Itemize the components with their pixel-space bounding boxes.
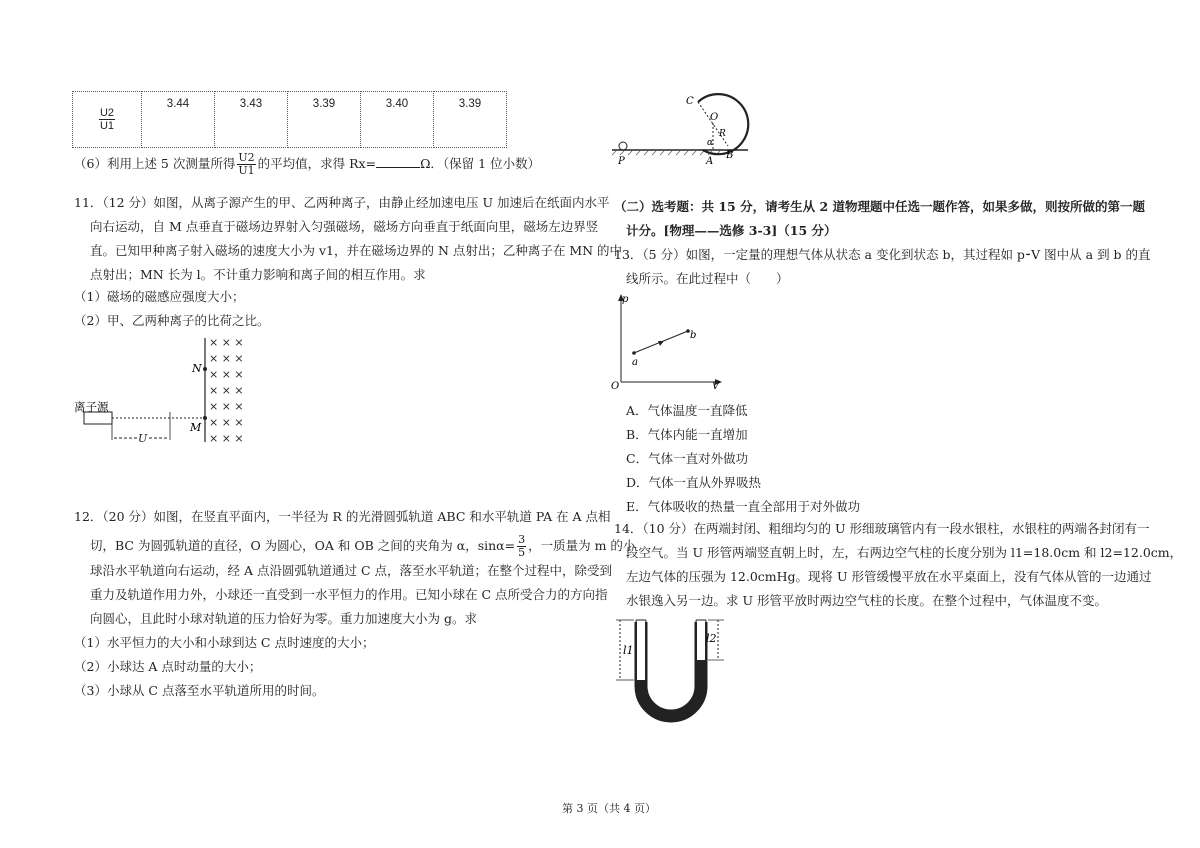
label-m: M (190, 421, 202, 434)
measurement-table (72, 91, 507, 148)
svg-text:× × ×: × × × (209, 352, 244, 365)
svg-text:× × ×: × × × (209, 384, 244, 397)
svg-text:× × ×: × × × (209, 368, 244, 381)
svg-text:R: R (719, 129, 726, 139)
u-tube-figure (608, 614, 748, 734)
svg-text:O: O (611, 381, 620, 390)
svg-text:B: B (726, 150, 734, 161)
arc-track (698, 94, 748, 154)
label-u: U (138, 432, 148, 445)
svg-text:a: a (632, 357, 638, 368)
magnetic-field-crosses (209, 336, 244, 445)
svg-text:× × ×: × × × (209, 432, 244, 445)
svg-text:× × ×: × × × (209, 336, 244, 349)
svg-text:V: V (712, 381, 720, 390)
option-e: E．气体吸收的热量一直全部用于对外做功 (626, 499, 861, 514)
ion-magnetic-field-figure (70, 332, 270, 452)
point-n (203, 367, 207, 371)
process-arrow-icon (658, 341, 664, 346)
svg-text:p: p (622, 294, 629, 305)
question-10-part-6: （6）利用上述 5 次测量所得 $\frac{U2}{U1}$ 的平均值，求得 Rx= Ω．（保留 1 位小数） (74, 151, 541, 177)
table-cell: 3.43 (215, 92, 288, 148)
svg-text:O: O (710, 112, 719, 123)
mercury-column (641, 622, 701, 716)
pv-graph (608, 290, 728, 390)
svg-text:P: P (618, 156, 625, 167)
svg-text:× × ×: × × × (209, 416, 244, 429)
svg-text:l1: l1 (623, 644, 634, 657)
ratio-header: $\frac{U2}{U1}$ (73, 92, 142, 148)
table-cell: 3.44 (142, 92, 215, 148)
option-c: C．气体一直对外做功 (626, 451, 749, 466)
svg-text:A: A (706, 156, 714, 167)
svg-text:α: α (707, 138, 714, 148)
ion-source-label: 离子源 (74, 400, 109, 414)
answer-blank (376, 156, 420, 168)
label-n: N (192, 362, 202, 375)
svg-text:l2: l2 (706, 632, 717, 645)
option-a: A．气体温度一直降低 (626, 403, 748, 418)
svg-text:C: C (686, 96, 694, 107)
svg-text:× × ×: × × × (209, 400, 244, 413)
small-ball (619, 142, 627, 150)
table-cell: 3.39 (288, 92, 361, 148)
svg-text:b: b (690, 330, 697, 341)
option-b: B．气体内能一直增加 (626, 427, 748, 442)
page-footer: 第 3 页（共 4 页） (562, 802, 656, 815)
circular-track-figure (608, 88, 758, 168)
left-air-column (637, 620, 645, 680)
table-cell: 3.40 (361, 92, 434, 148)
option-d: D．气体一直从外界吸热 (626, 475, 762, 490)
table-cell: 3.39 (434, 92, 507, 148)
table-row (73, 92, 507, 148)
state-a-point (632, 351, 636, 355)
right-air-column (697, 620, 705, 660)
